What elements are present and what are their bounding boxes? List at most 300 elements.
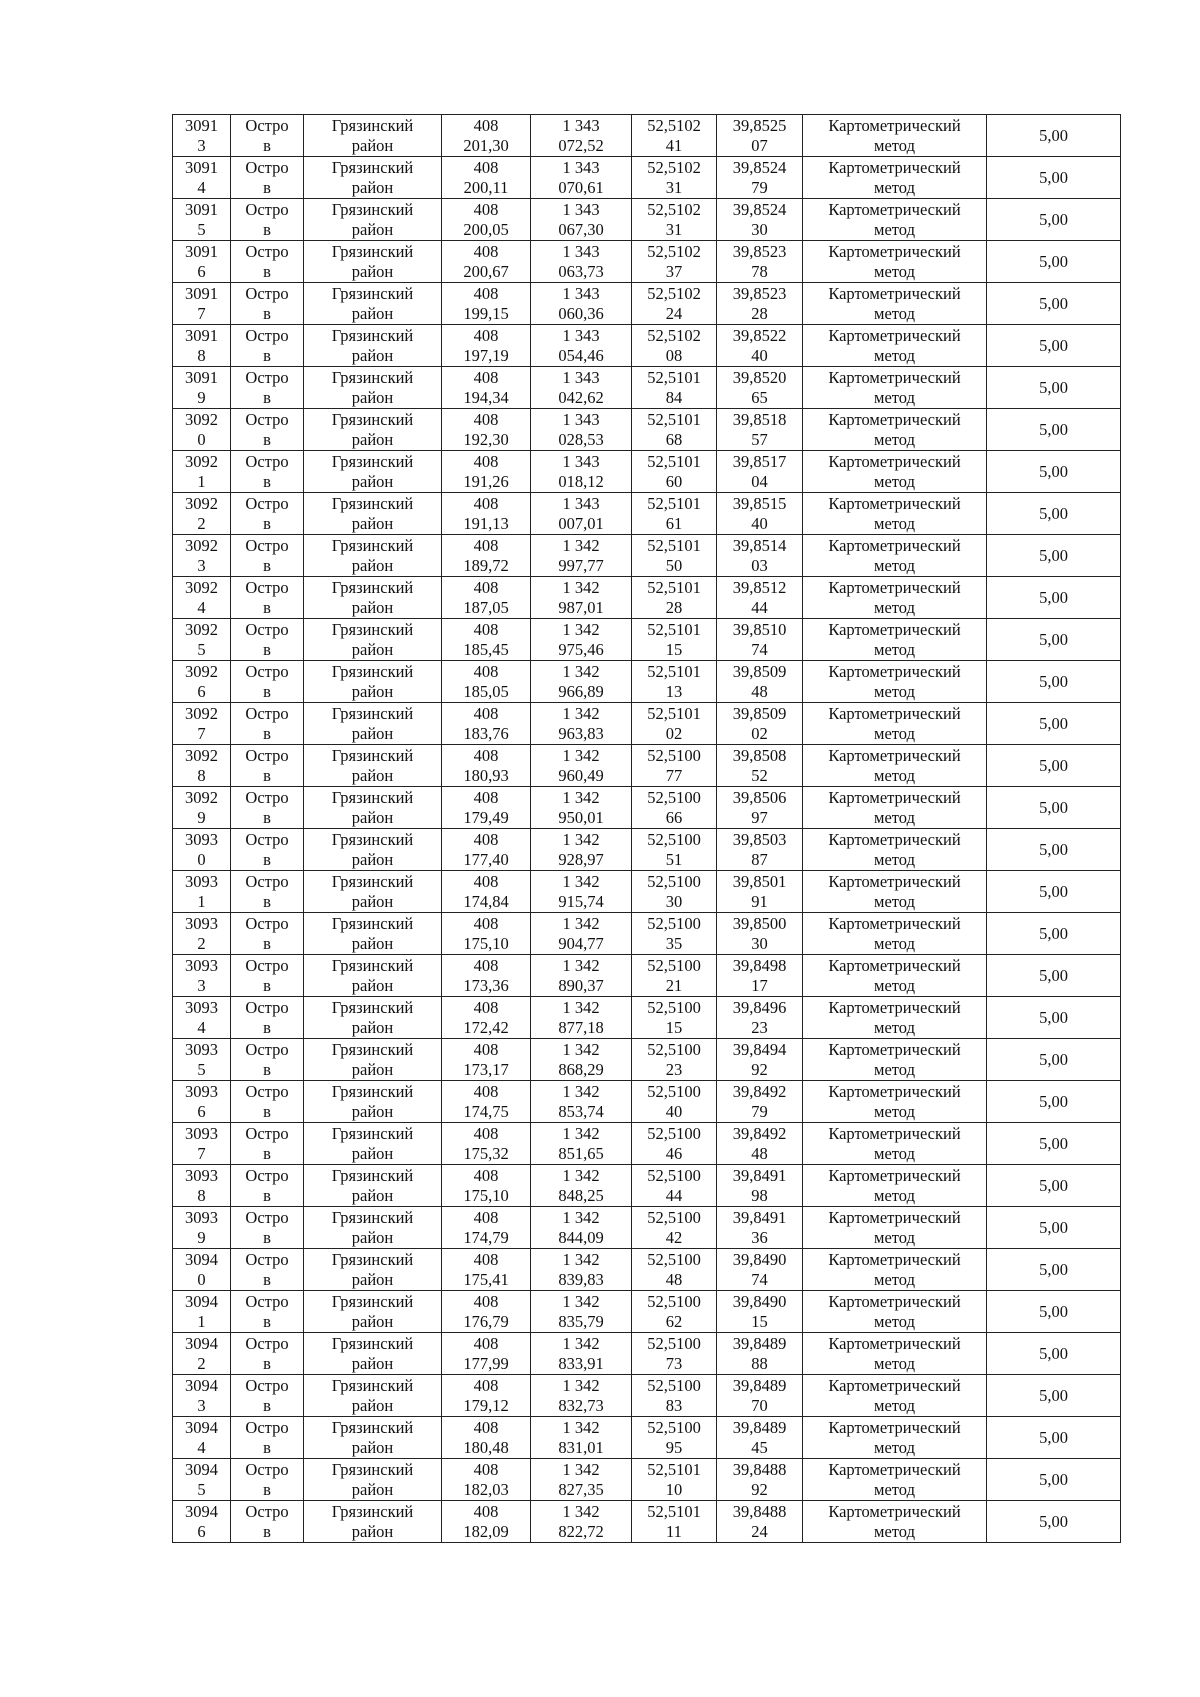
cell-line: 915,74 [558,891,604,911]
cell-line: Картометрический [828,578,961,597]
cell-line: 4 [197,177,206,197]
district-cell [304,157,442,199]
x-coordinate-cell [442,1459,531,1501]
district-cell [304,1501,442,1543]
cell-line: 28 [751,303,768,323]
cell-line: 52,5100 [647,1166,701,1185]
point-number-cell [173,577,231,619]
table-row [173,1123,1121,1165]
latitude-cell [632,1123,717,1165]
accuracy-cell: 5,00 [987,1459,1121,1501]
cell-line: район [351,135,394,155]
cell-line: 39,8501 [732,872,787,891]
district-cell [304,115,442,157]
cell-line: Грязинский [331,410,414,429]
cell-line: 408 [473,368,499,387]
cell-line: 1 343 [562,200,600,219]
object-type-cell [231,493,304,535]
y-coordinate-cell [531,997,632,1039]
cell-line: 3092 [185,536,218,555]
cell-line: Грязинский [331,494,414,513]
cell-line: Остро [245,1166,289,1185]
cell-line: Остро [245,116,289,135]
cell-line: 408 [473,998,499,1017]
cell-line: 3092 [185,452,218,471]
cell-line: Картометрический [828,956,961,975]
longitude-cell [717,1459,803,1501]
cell-line: 39,8490 [732,1292,787,1311]
cell-line: метод [874,807,915,827]
object-type-cell [231,1039,304,1081]
district-cell [304,1081,442,1123]
cell-line: Грязинский [331,956,414,975]
cell-line: 11 [666,1521,682,1541]
cell-line: 018,12 [558,471,604,491]
longitude-cell [717,1249,803,1291]
coordinates-table [172,114,1121,1543]
x-coordinate-cell [442,829,531,871]
latitude-cell [632,871,717,913]
latitude-cell [632,325,717,367]
cell-line: 2 [197,933,206,953]
x-coordinate-cell [442,1123,531,1165]
cell-line: 52,5101 [647,578,701,597]
cell-line: в [263,1101,271,1121]
cell-line: 52,5101 [647,662,701,681]
y-coordinate-cell [531,787,632,829]
accuracy-cell: 5,00 [987,1375,1121,1417]
cell-line: 52,5100 [647,1418,701,1437]
cell-line: 3094 [185,1418,218,1437]
y-coordinate-cell [531,115,632,157]
cell-line: метод [874,891,915,911]
cell-line: район [351,807,394,827]
cell-line: район [351,1395,394,1415]
cell-line: Картометрический [828,998,961,1017]
cell-line: 408 [473,1460,499,1479]
accuracy-cell: 5,00 [987,829,1121,871]
cell-line: 197,19 [463,345,509,365]
cell-line: район [351,219,394,239]
district-cell [304,703,442,745]
table-row [173,325,1121,367]
cell-line: метод [874,555,915,575]
cell-line: 39,8522 [732,326,787,345]
cell-line: 28 [665,597,683,617]
cell-line: район [351,1353,394,1373]
cell-line: 960,49 [558,765,604,785]
cell-line: 41 [665,135,683,155]
object-type-cell [231,199,304,241]
cell-line: Остро [245,578,289,597]
cell-line: 77 [665,765,683,785]
cell-line: 6 [197,261,206,281]
cell-line: Грязинский [331,1208,414,1227]
point-number-cell [173,367,231,409]
cell-line: 48 [665,1269,683,1289]
cell-line: 1 342 [562,788,600,807]
cell-line: Грязинский [331,998,414,1017]
cell-line: 52,5100 [647,1292,701,1311]
cell-line: район [351,1479,394,1499]
method-cell [803,283,987,325]
cell-line: Грязинский [331,368,414,387]
district-cell [304,1333,442,1375]
cell-line: 52,5100 [647,1124,701,1143]
cell-line: 39,8494 [732,1040,787,1059]
cell-line: в [263,387,271,407]
cell-line: Остро [245,830,289,849]
cell-line: 5 [197,219,206,239]
cell-line: 48 [751,681,768,701]
district-cell [304,283,442,325]
cell-line: в [263,1521,271,1541]
cell-line: 174,75 [463,1101,509,1121]
table-row [173,955,1121,997]
latitude-cell [632,199,717,241]
cell-line: 408 [473,1376,499,1395]
cell-line: в [263,1269,271,1289]
cell-line: 185,45 [463,639,509,659]
table-row [173,1249,1121,1291]
cell-line: метод [874,849,915,869]
cell-line: Остро [245,410,289,429]
cell-line: метод [874,261,915,281]
cell-line: 1 342 [562,1208,600,1227]
cell-line: 15 [665,639,683,659]
cell-line: метод [874,1479,915,1499]
latitude-cell [632,283,717,325]
accuracy-cell: 5,00 [987,745,1121,787]
cell-line: 054,46 [558,345,604,365]
x-coordinate-cell [442,157,531,199]
latitude-cell [632,829,717,871]
district-cell [304,1249,442,1291]
table-row [173,157,1121,199]
cell-line: Картометрический [828,536,961,555]
cell-line: 180,48 [463,1437,509,1457]
latitude-cell [632,997,717,1039]
cell-line: Грязинский [331,746,414,765]
cell-line: 30 [751,219,768,239]
cell-line: район [351,975,394,995]
cell-line: метод [874,1311,915,1331]
cell-line: 5 [197,1479,206,1499]
cell-line: в [263,849,271,869]
table-row [173,409,1121,451]
x-coordinate-cell [442,451,531,493]
cell-line: Грязинский [331,1292,414,1311]
cell-line: 007,01 [558,513,604,533]
latitude-cell [632,661,717,703]
cell-line: 1 343 [562,158,600,177]
x-coordinate-cell [442,619,531,661]
district-cell [304,745,442,787]
cell-line: 39,8518 [732,410,787,429]
cell-line: 1 342 [562,1124,600,1143]
y-coordinate-cell [531,1501,632,1543]
cell-line: 13 [665,681,683,701]
cell-line: 2 [197,1353,206,1373]
cell-line: 3091 [185,200,218,219]
cell-line: в [263,555,271,575]
point-number-cell [173,199,231,241]
longitude-cell [717,787,803,829]
cell-line: район [351,597,394,617]
cell-line: в [263,1143,271,1163]
longitude-cell [717,1375,803,1417]
cell-line: 40 [665,1101,683,1121]
cell-line: 04 [751,471,768,491]
table-row [173,115,1121,157]
cell-line: 39,8491 [732,1208,787,1227]
table-row [173,1375,1121,1417]
accuracy-cell: 5,00 [987,283,1121,325]
cell-line: метод [874,1269,915,1289]
cell-line: 408 [473,410,499,429]
cell-line: Грязинский [331,284,414,303]
longitude-cell [717,325,803,367]
cell-line: 30 [665,891,683,911]
method-cell [803,619,987,661]
cell-line: Остро [245,662,289,681]
x-coordinate-cell [442,1081,531,1123]
cell-line: 408 [473,1334,499,1353]
latitude-cell [632,451,717,493]
method-cell [803,913,987,955]
cell-line: 191,26 [463,471,509,491]
table-row [173,661,1121,703]
accuracy-cell: 5,00 [987,1039,1121,1081]
x-coordinate-cell [442,703,531,745]
longitude-cell [717,1207,803,1249]
cell-line: 39,8524 [732,158,787,177]
district-cell [304,451,442,493]
y-coordinate-cell [531,283,632,325]
cell-line: 173,17 [463,1059,509,1079]
cell-line: 39,8508 [732,746,787,765]
object-type-cell [231,283,304,325]
cell-line: 39,8498 [732,956,787,975]
district-cell [304,1207,442,1249]
cell-line: метод [874,135,915,155]
cell-line: 890,37 [558,975,604,995]
cell-line: метод [874,639,915,659]
cell-line: 52,5100 [647,788,701,807]
cell-line: 52,5100 [647,746,701,765]
cell-line: 028,53 [558,429,604,449]
latitude-cell [632,241,717,283]
cell-line: район [351,1143,394,1163]
cell-line: Картометрический [828,410,961,429]
longitude-cell [717,115,803,157]
cell-line: 1 342 [562,1166,600,1185]
cell-line: 408 [473,452,499,471]
cell-line: Остро [245,326,289,345]
table-row [173,451,1121,493]
cell-line: 17 [751,975,768,995]
method-cell [803,1459,987,1501]
cell-line: метод [874,1101,915,1121]
object-type-cell [231,787,304,829]
cell-line: 92 [751,1479,768,1499]
cell-line: Грязинский [331,662,414,681]
cell-line: 39,8506 [732,788,787,807]
cell-line: Остро [245,872,289,891]
cell-line: 3092 [185,578,218,597]
district-cell [304,493,442,535]
y-coordinate-cell [531,577,632,619]
cell-line: 39,8524 [732,200,787,219]
accuracy-cell: 5,00 [987,451,1121,493]
x-coordinate-cell [442,115,531,157]
object-type-cell [231,913,304,955]
cell-line: Остро [245,536,289,555]
cell-line: 92 [751,1059,768,1079]
cell-line: 50 [665,555,683,575]
district-cell [304,325,442,367]
table-row [173,1291,1121,1333]
cell-line: район [351,1521,394,1541]
y-coordinate-cell [531,955,632,997]
table-row [173,871,1121,913]
cell-line: Остро [245,1250,289,1269]
cell-line: 408 [473,914,499,933]
point-number-cell [173,1291,231,1333]
cell-line: 3093 [185,914,218,933]
cell-line: 9 [197,1227,206,1247]
cell-line: 24 [751,1521,768,1541]
cell-line: Остро [245,1208,289,1227]
cell-line: 192,30 [463,429,509,449]
cell-line: метод [874,1437,915,1457]
method-cell [803,1501,987,1543]
cell-line: метод [874,1353,915,1373]
method-cell [803,1165,987,1207]
longitude-cell [717,661,803,703]
cell-line: в [263,1437,271,1457]
cell-line: 408 [473,578,499,597]
method-cell [803,199,987,241]
cell-line: 950,01 [558,807,604,827]
cell-line: 87 [751,849,768,869]
cell-line: 3091 [185,326,218,345]
cell-line: 3093 [185,1124,218,1143]
cell-line: 408 [473,704,499,723]
longitude-cell [717,451,803,493]
y-coordinate-cell [531,1123,632,1165]
object-type-cell [231,241,304,283]
accuracy-cell: 5,00 [987,1501,1121,1543]
x-coordinate-cell [442,367,531,409]
y-coordinate-cell [531,1081,632,1123]
cell-line: Картометрический [828,1292,961,1311]
cell-line: 868,29 [558,1059,604,1079]
latitude-cell [632,1417,717,1459]
cell-line: 3093 [185,1040,218,1059]
cell-line: 408 [473,620,499,639]
cell-line: в [263,1395,271,1415]
latitude-cell [632,1249,717,1291]
cell-line: Остро [245,1124,289,1143]
cell-line: 7 [197,303,206,323]
cell-line: район [351,303,394,323]
x-coordinate-cell [442,1375,531,1417]
accuracy-cell: 5,00 [987,997,1121,1039]
accuracy-cell: 5,00 [987,493,1121,535]
cell-line: 52,5101 [647,536,701,555]
longitude-cell [717,955,803,997]
y-coordinate-cell [531,199,632,241]
latitude-cell [632,1459,717,1501]
x-coordinate-cell [442,913,531,955]
cell-line: Грязинский [331,872,414,891]
table-row [173,577,1121,619]
table-row [173,1081,1121,1123]
x-coordinate-cell [442,1165,531,1207]
cell-line: 3 [197,975,206,995]
cell-line: в [263,597,271,617]
point-number-cell [173,157,231,199]
cell-line: 176,79 [463,1311,509,1331]
cell-line: метод [874,975,915,995]
latitude-cell [632,535,717,577]
cell-line: Картометрический [828,242,961,261]
cell-line: 07 [751,135,768,155]
cell-line: 52 [751,765,768,785]
method-cell [803,577,987,619]
cell-line: район [351,891,394,911]
cell-line: Остро [245,998,289,1017]
cell-line: Остро [245,242,289,261]
cell-line: 66 [665,807,683,827]
cell-line: Грязинский [331,914,414,933]
cell-line: 172,42 [463,1017,509,1037]
cell-line: 61 [665,513,683,533]
cell-line: район [351,429,394,449]
cell-line: Остро [245,1040,289,1059]
cell-line: в [263,513,271,533]
cell-line: метод [874,1017,915,1037]
accuracy-cell: 5,00 [987,157,1121,199]
method-cell [803,241,987,283]
table-row [173,1333,1121,1375]
cell-line: Грязинский [331,1460,414,1479]
cell-line: 3092 [185,788,218,807]
latitude-cell [632,1291,717,1333]
x-coordinate-cell [442,535,531,577]
cell-line: в [263,135,271,155]
y-coordinate-cell [531,1207,632,1249]
cell-line: Картометрический [828,284,961,303]
cell-line: 3092 [185,494,218,513]
x-coordinate-cell [442,1333,531,1375]
x-coordinate-cell [442,493,531,535]
cell-line: 177,99 [463,1353,509,1373]
district-cell [304,913,442,955]
object-type-cell [231,1375,304,1417]
cell-line: 408 [473,1250,499,1269]
cell-line: 39,8492 [732,1082,787,1101]
cell-line: 3 [197,135,206,155]
cell-line: 174,79 [463,1227,509,1247]
longitude-cell [717,199,803,241]
cell-line: 39,8490 [732,1250,787,1269]
point-number-cell [173,661,231,703]
cell-line: в [263,1227,271,1247]
district-cell [304,871,442,913]
cell-line: 408 [473,956,499,975]
